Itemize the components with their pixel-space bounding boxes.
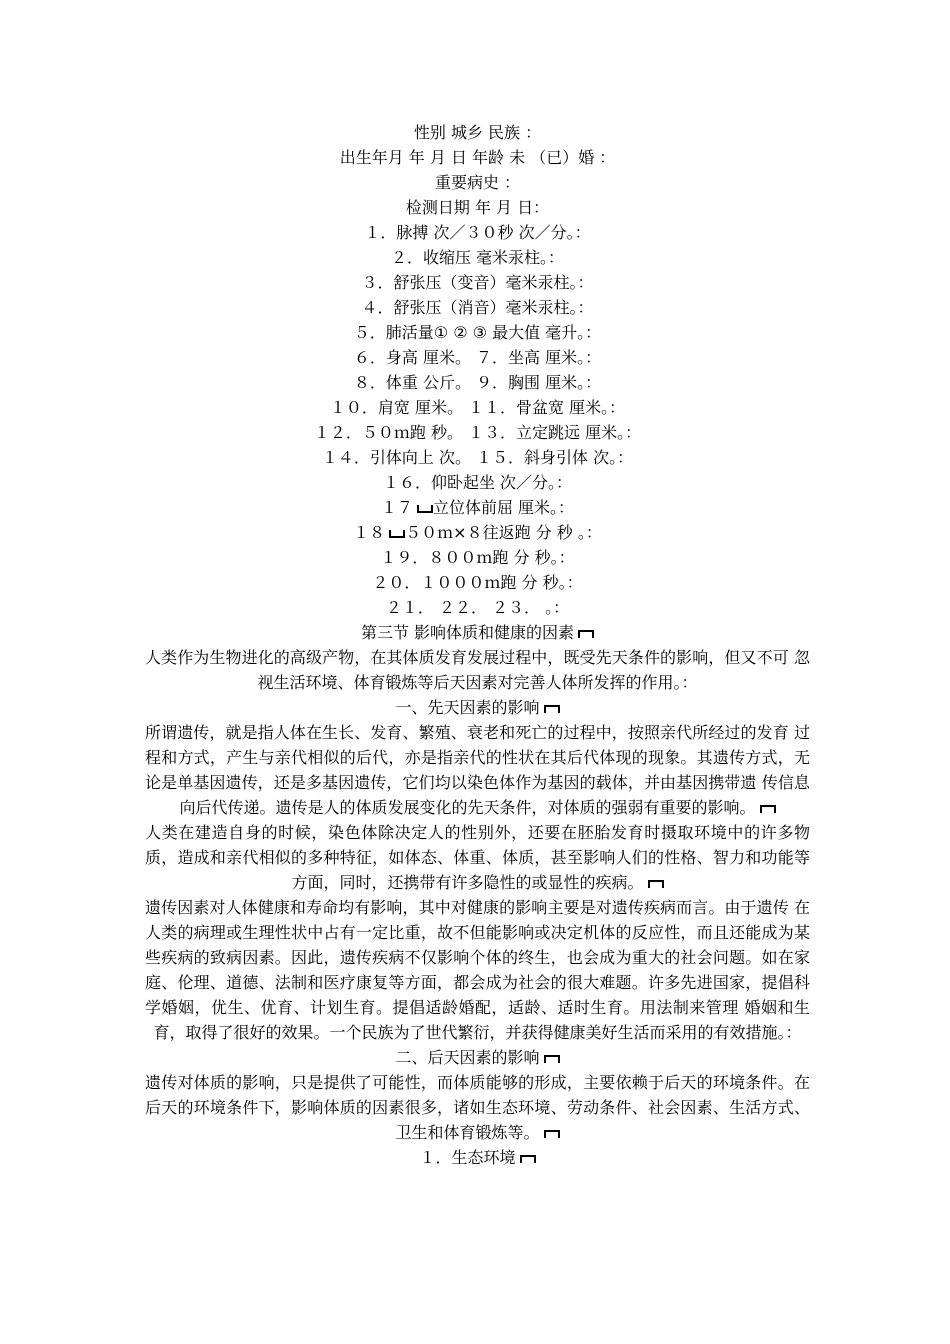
form-line-18-text: ５０ｍ×８往返跑 分 秒 。： bbox=[405, 523, 602, 542]
form-line: ２．收缩压 毫米汞柱。： bbox=[390, 248, 565, 267]
paragraph-mark-icon bbox=[544, 1055, 560, 1063]
form-line: ２０．１０００ｍ跑 分 秒。： bbox=[372, 573, 583, 592]
paragraph-mark-icon bbox=[578, 630, 594, 638]
paragraph-mark-icon bbox=[544, 705, 560, 713]
form-line: １４．引体向上 次。 １５．斜身引体 次。： bbox=[321, 448, 634, 467]
form-line: １０．肩宽 厘米。 １１．骨盆宽 厘米。： bbox=[329, 398, 626, 417]
form-line: １９．８００ｍ跑 分 秒。： bbox=[380, 548, 575, 567]
form-line: 出生年月 年 月 日 年龄 未 （已）婚 ： bbox=[339, 148, 616, 167]
form-line: 重要病史 ： bbox=[434, 173, 521, 192]
heading-ecology: １．生态环境 bbox=[145, 1145, 810, 1170]
form-line: ３．舒张压（变音）毫米汞柱。： bbox=[361, 273, 594, 292]
heading-congenital: 一、先天因素的影响 bbox=[145, 695, 810, 720]
form-line: １６．仰卧起坐 次／分。： bbox=[382, 473, 573, 492]
form-line-17 bbox=[145, 495, 810, 520]
form-line: １．脉搏 次／３０秒 次／分。： bbox=[364, 223, 591, 242]
form-line-18 bbox=[145, 520, 810, 545]
form-line: 性别 城乡 民族 ： bbox=[413, 123, 542, 142]
paragraph-mark-icon bbox=[544, 1130, 560, 1138]
form-line: ６．身高 厘米。 ７．坐高 厘米。： bbox=[353, 348, 602, 367]
form-line: １２．５０ｍ跑 秒。 １３．立定跳远 厘米。： bbox=[313, 423, 642, 442]
form-line: ４．舒张压（消音）毫米汞柱。： bbox=[361, 298, 594, 317]
heading-acquired: 二、后天因素的影响 bbox=[145, 1045, 810, 1070]
paragraph-chromosome: 人类在建造自身的时候，染色体除决定人的性别外，还要在胚胎发育时摄取环境中的许多物 质，造成和亲代相似的多种特征，如体态、体重、体质，甚至影响人们的性格、智力和功能等方面，同时，还携带有许多隐性的或显性的疾病。 bbox=[145, 823, 810, 892]
paragraph-heredity: 所谓遗传，就是指人体在生长、发育、繁殖、衰老和死亡的过程中，按照亲代所经过的发育 过程和方式，产生与亲代相似的后代，亦是指亲代的性状在其后代体现的现象。其遗传方式，无论是单基因遗传，还是多基因遗传，它们均以染色体作为基因的载体，并由基因携带遗 传信息向后代传递。遗传是人的体质发展变化的先天条件，对体质的强弱有重要的影响。 bbox=[145, 723, 810, 817]
paragraph-mark-icon bbox=[389, 530, 405, 538]
form-line: ２１． ２２． ２３． 。： bbox=[385, 598, 570, 617]
paragraph-genetic-factors: 遗传因素对人体健康和寿命均有影响，其中对健康的影响主要是对遗传疾病而言。由于遗传 在人类的病理或生理性状中占有一定比重，故不但能影响或决定机体的反应性，而且还能成为某些疾病的致病因素。因此，遗传疾病不仅影响个体的终生，也会成为重大的社会问题。如在家庭、伦理、道德、法制和医疗康复等方面，都会成为社会的很大难题。许多先进国家，提倡科学婚姻，优生、优育、计划生育。提倡适龄婚配，适龄、适时生育。用法制来管理 婚姻和生育，取得了很好的效果。一个民族为了世代繁衍，并获得健康美好生活而采用的有效措施。： bbox=[145, 898, 810, 1042]
document-page bbox=[145, 120, 810, 1170]
paragraph-mark-icon bbox=[760, 805, 776, 813]
paragraph-mark-icon bbox=[648, 880, 664, 888]
form-line: 检测日期 年 月 日： bbox=[405, 198, 550, 217]
section-title: 第三节 影响体质和健康的因素 bbox=[145, 620, 810, 645]
intro-paragraph: 人类作为生物进化的高级产物，在其体质发育发展过程中，既受先天条件的影响，但又不可 忽视生活环境、体育锻炼等后天因素对完善人体所发挥的作用。： bbox=[145, 648, 810, 692]
form-line-17-number: １７ bbox=[380, 498, 413, 517]
form-line-18-number: １８ bbox=[353, 523, 386, 542]
paragraph-environment: 遗传对体质的影响，只是提供了可能性，而体质能够的形成，主要依赖于后天的环境条件。在后天的环境条件下，影响体质的因素很多，诸如生态环境、劳动条件、社会因素、生活方式、卫生和体育锻炼等。 bbox=[145, 1073, 810, 1142]
form-line: ８．体重 公斤。 ９．胸围 厘米。： bbox=[353, 373, 602, 392]
paragraph-mark-icon bbox=[520, 1155, 536, 1163]
form-line-17-text: 立位体前屈 厘米。： bbox=[432, 498, 575, 517]
form-line: ５．肺活量① ② ③ 最大值 毫升。： bbox=[353, 323, 602, 342]
paragraph-mark-icon bbox=[417, 505, 433, 513]
